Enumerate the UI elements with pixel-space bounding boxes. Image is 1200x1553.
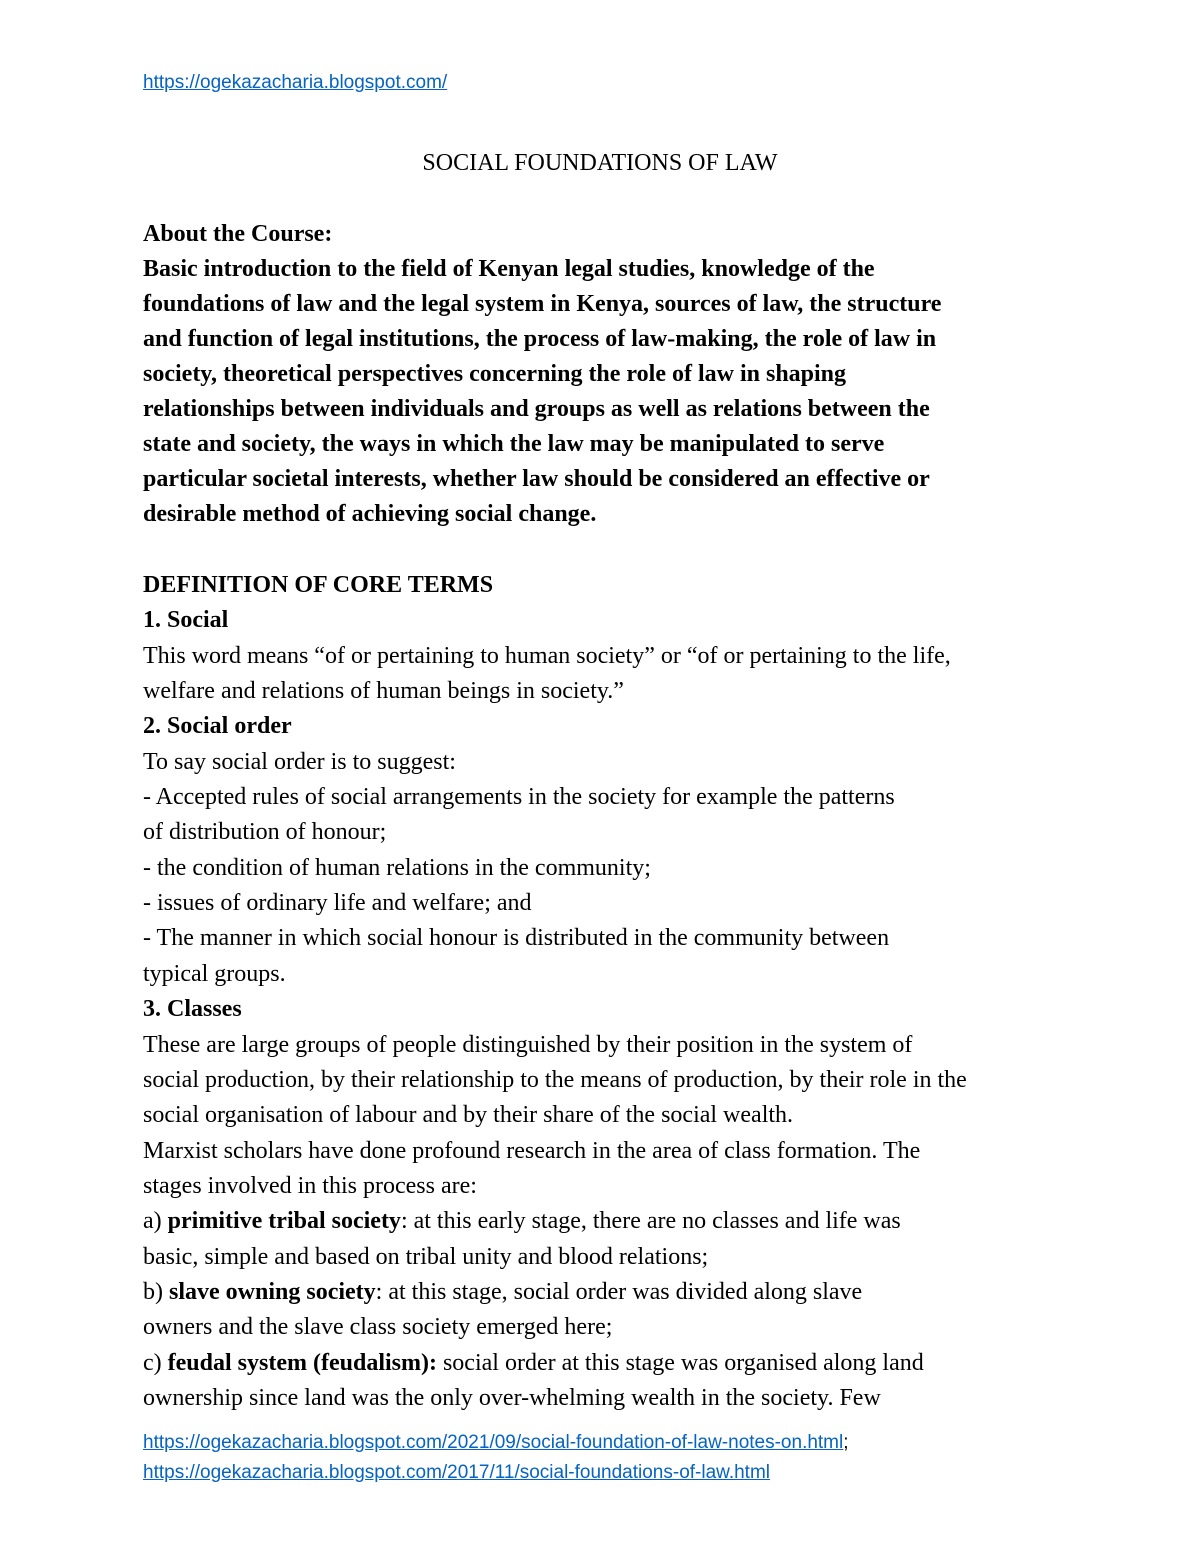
stage-prefix: b) [143,1279,169,1305]
stage-description: social order at this stage was organised along land [436,1350,924,1376]
stage-term: slave owning society [169,1279,376,1305]
stage-continuation: basic, simple and based on tribal unity and blood relations; [143,1244,709,1270]
social-order-line: of distribution of honour; [143,819,387,845]
social-order-line: - Accepted rules of social arrangements in the society for example the patterns [143,784,895,810]
footer-separator: ; [843,1432,849,1453]
stage-continuation: ownership since land was the only over-whelming wealth in the society. Few [143,1385,881,1411]
header-url-link[interactable]: https://ogekazacharia.blogspot.com/ [143,72,448,93]
about-line: relationships between individuals and groups as well as relations between the [143,396,930,422]
stage-description: : at this early stage, there are no classes and life was [400,1208,901,1234]
about-line: and function of legal institutions, the process of law-making, the role of law in [143,326,937,352]
social-order-heading: 2. Social order [143,713,292,739]
stage-term: feudal system (feudalism): [167,1350,437,1376]
about-heading: About the Course: [143,221,333,247]
social-order-line: - The manner in which social honour is distributed in the community between [143,925,890,951]
stage-item [143,1346,924,1381]
about-line: society, theoretical perspectives concerning the role of law in shaping [143,361,847,387]
stage-prefix: c) [143,1350,168,1376]
about-line: particular societal interests, whether law should be considered an effective or [143,466,930,492]
about-line: state and society, the ways in which the law may be manipulated to serve [143,431,885,457]
social-line: welfare and relations of human beings in society.” [143,678,624,704]
stage-item [143,1275,862,1310]
social-order-line: To say social order is to suggest: [143,749,456,775]
classes-heading: 3. Classes [143,996,242,1022]
definitions-heading: DEFINITION OF CORE TERMS [143,572,494,598]
classes-line: stages involved in this process are: [143,1173,477,1199]
footer-link-2021[interactable]: https://ogekazacharia.blogspot.com/2021/09/social-foundation-of-law-notes-on.html [143,1432,844,1453]
stage-description: : at this stage, social order was divided along slave [375,1279,863,1305]
stage-continuation: owners and the slave class society emerged here; [143,1314,613,1340]
social-line: This word means “of or pertaining to human society” or “of or pertaining to the life, [143,643,951,669]
social-heading: 1. Social [143,607,229,633]
footer-link-row [143,1432,849,1454]
stage-item [143,1204,901,1239]
classes-line: These are large groups of people distinguished by their position in the system of [143,1032,913,1058]
footer-link-2017[interactable]: https://ogekazacharia.blogspot.com/2017/11/social-foundations-of-law.html [143,1462,771,1483]
about-line: Basic introduction to the field of Kenyan legal studies, knowledge of the [143,256,875,282]
stage-prefix: a) [143,1208,168,1234]
social-order-line: - the condition of human relations in the community; [143,855,651,881]
social-order-line: typical groups. [143,961,286,987]
social-order-line: - issues of ordinary life and welfare; and [143,890,532,916]
document-title: SOCIAL FOUNDATIONS OF LAW [422,150,778,176]
stage-term: primitive tribal society [167,1208,401,1234]
classes-line: Marxist scholars have done profound research in the area of class formation. The [143,1138,921,1164]
classes-line: social organisation of labour and by their share of the social wealth. [143,1102,794,1128]
about-line: desirable method of achieving social change. [143,501,597,527]
about-line: foundations of law and the legal system in Kenya, sources of law, the structure [143,291,942,317]
classes-line: social production, by their relationship to the means of production, by their role in the [143,1067,967,1093]
